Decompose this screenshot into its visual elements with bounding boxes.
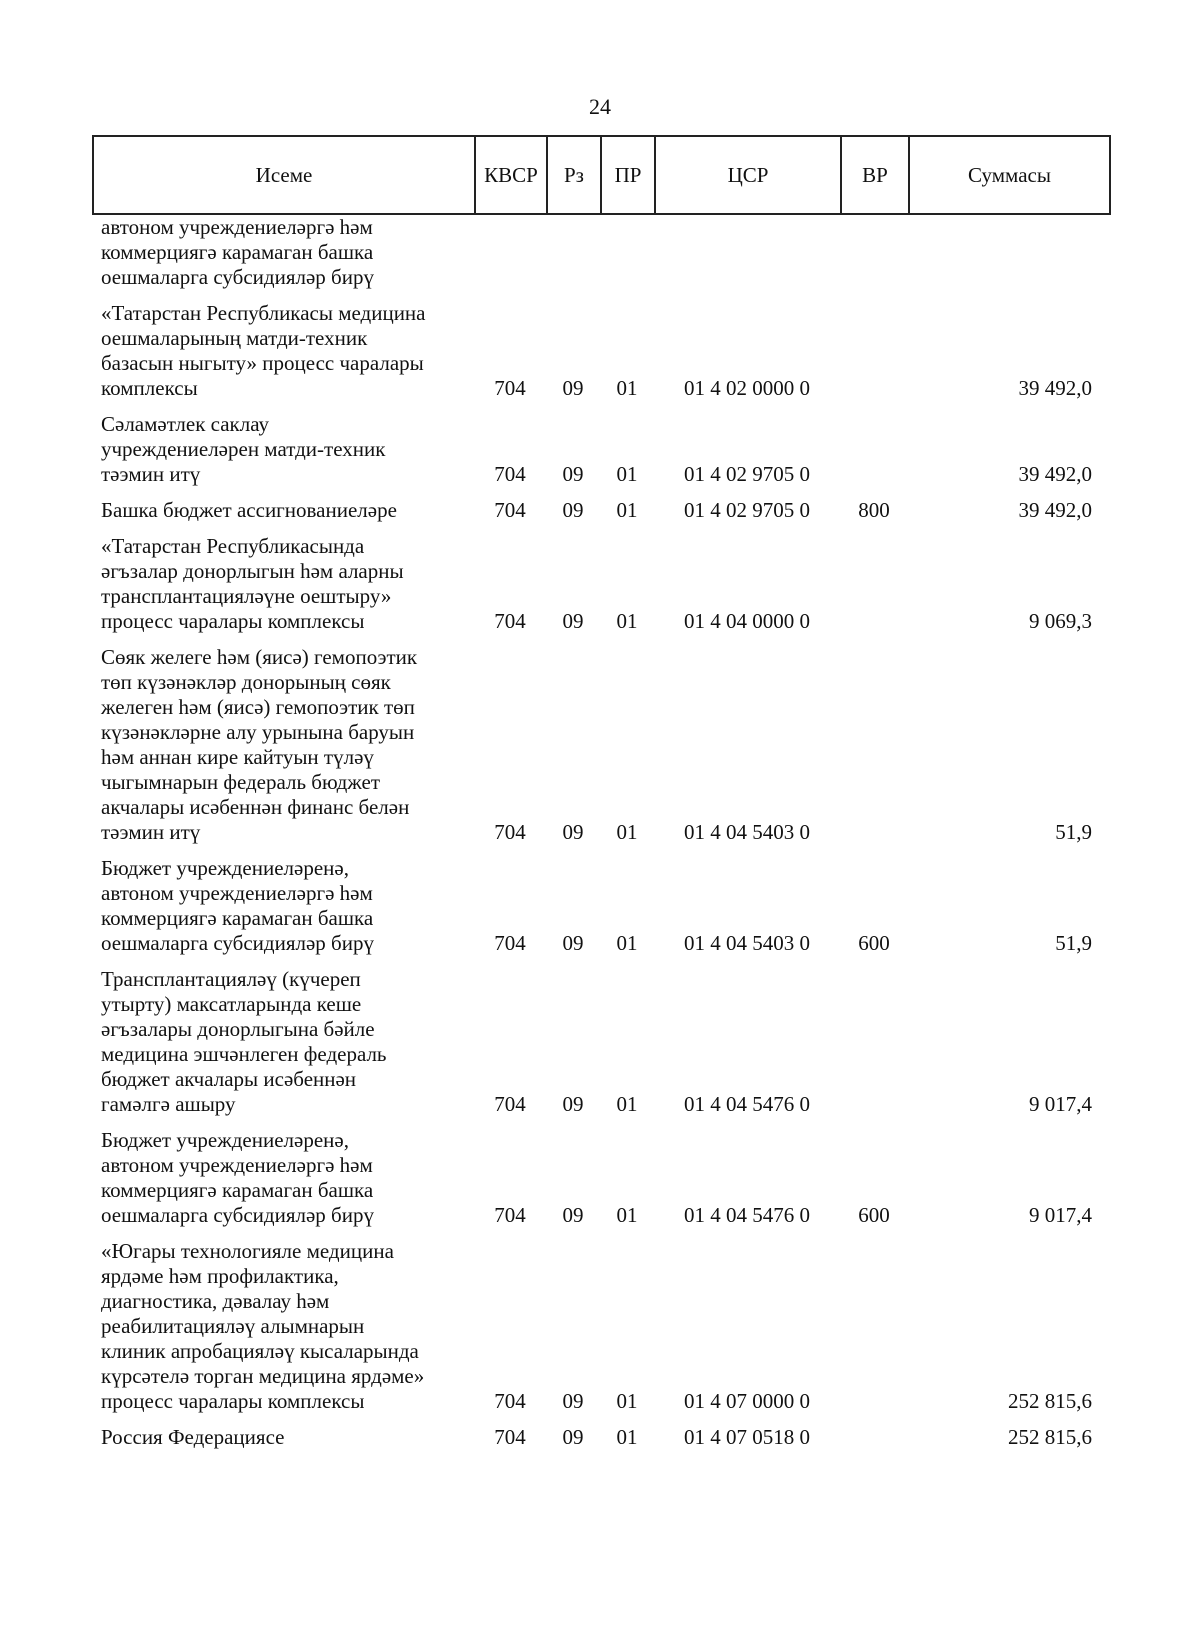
row-name-line: автоном учреждениеләргә һәм bbox=[101, 1153, 373, 1177]
row-name-line: клиник апробацияләү кысаларында bbox=[101, 1339, 419, 1363]
page-number: 24 bbox=[589, 94, 611, 119]
sum-cell: 252 815,6 bbox=[1008, 1425, 1092, 1449]
row-name-line: учреждениеләрен матди-техник bbox=[101, 437, 386, 461]
row-name-line: оешмаларга субсидияләр бирү bbox=[101, 1203, 374, 1227]
kvsr-cell: 704 bbox=[494, 376, 526, 400]
csr-cell: 01 4 04 5476 0 bbox=[684, 1092, 810, 1116]
row-name-line: желеген һәм (яисә) гемопоэтик төп bbox=[101, 695, 415, 719]
rz-cell: 09 bbox=[562, 931, 584, 955]
row-gap bbox=[92, 523, 1109, 534]
table-row bbox=[92, 412, 1109, 487]
pr-cell: 01 bbox=[616, 1389, 638, 1413]
row-gap bbox=[92, 290, 1109, 301]
pr-cell: 01 bbox=[616, 462, 638, 486]
row-name-line: Башка бюджет ассигнованиеләре bbox=[101, 498, 397, 522]
row-gap bbox=[92, 1117, 1109, 1128]
rz-cell: 09 bbox=[562, 1389, 584, 1413]
sum-cell: 39 492,0 bbox=[1018, 498, 1092, 522]
row-name bbox=[101, 856, 467, 956]
row-name-line: утырту) максатларында кеше bbox=[101, 992, 362, 1016]
kvsr-cell: 704 bbox=[494, 1389, 526, 1413]
pr-cell: 01 bbox=[616, 1203, 638, 1227]
row-name-line: төп күзәнәкләр донорының сөяк bbox=[101, 670, 391, 694]
pr-cell: 01 bbox=[616, 376, 638, 400]
csr-cell: 01 4 07 0000 0 bbox=[684, 1389, 810, 1413]
row-name-line: базасын ныгыту» процесс чаралары bbox=[101, 351, 424, 375]
kvsr-cell: 704 bbox=[494, 498, 526, 522]
row-gap bbox=[92, 1228, 1109, 1239]
csr-cell: 01 4 04 0000 0 bbox=[684, 609, 810, 633]
pr-cell: 01 bbox=[616, 820, 638, 844]
header-csr: ЦСР bbox=[655, 136, 841, 214]
rz-cell: 09 bbox=[562, 1425, 584, 1449]
row-name bbox=[101, 498, 467, 523]
sum-cell: 9 069,3 bbox=[1029, 609, 1092, 633]
row-name-line: Сәламәтлек саклау bbox=[101, 412, 269, 436]
row-gap bbox=[92, 487, 1109, 498]
vr-cell: 800 bbox=[858, 498, 890, 522]
kvsr-cell: 704 bbox=[494, 1092, 526, 1116]
rz-cell: 09 bbox=[562, 609, 584, 633]
row-gap bbox=[92, 634, 1109, 645]
row-name bbox=[101, 534, 467, 634]
row-name-line: акчалары исәбеннән финанс белән bbox=[101, 795, 410, 819]
table-header bbox=[92, 135, 1111, 215]
row-name bbox=[101, 301, 467, 401]
header-pr: ПР bbox=[601, 136, 655, 214]
table-row bbox=[92, 645, 1109, 845]
table-row bbox=[92, 1128, 1109, 1228]
row-name-line: әгъзалары донорлыгына бәйле bbox=[101, 1017, 375, 1041]
table-row bbox=[92, 215, 1109, 290]
header-vr: ВР bbox=[841, 136, 909, 214]
row-name-line: комплексы bbox=[101, 376, 198, 400]
row-name-line: күрсәтелә торган медицина ярдәме» bbox=[101, 1364, 425, 1388]
row-name-line: реабилитацияләү алымнарын bbox=[101, 1314, 365, 1338]
row-name-line: гамәлгә ашыру bbox=[101, 1092, 236, 1116]
row-name-line: медицина эшчәнлеген федераль bbox=[101, 1042, 387, 1066]
row-name-line: процесс чаралары комплексы bbox=[101, 1389, 365, 1413]
row-name-line: оешмаларга субсидияләр бирү bbox=[101, 265, 374, 289]
row-name-line: процесс чаралары комплексы bbox=[101, 609, 365, 633]
sum-cell: 51,9 bbox=[1055, 820, 1092, 844]
table-row bbox=[92, 1425, 1109, 1450]
header-kvsr: КВСР bbox=[475, 136, 547, 214]
pr-cell: 01 bbox=[616, 609, 638, 633]
csr-cell: 01 4 02 9705 0 bbox=[684, 462, 810, 486]
header-sum: Суммасы bbox=[909, 136, 1110, 214]
vr-cell: 600 bbox=[858, 931, 890, 955]
row-name-line: «Югары технологияле медицина bbox=[101, 1239, 394, 1263]
row-name-line: оешмаларының матди-техник bbox=[101, 326, 368, 350]
row-name-line: тәэмин итү bbox=[101, 820, 201, 844]
kvsr-cell: 704 bbox=[494, 609, 526, 633]
csr-cell: 01 4 04 5403 0 bbox=[684, 931, 810, 955]
row-name-line: коммерциягә карамаган башка bbox=[101, 1178, 374, 1202]
table-row bbox=[92, 498, 1109, 523]
kvsr-cell: 704 bbox=[494, 820, 526, 844]
table-row bbox=[92, 967, 1109, 1117]
row-name-line: ярдәме һәм профилактика, bbox=[101, 1264, 339, 1288]
header-name: Исеме bbox=[93, 136, 475, 214]
row-name bbox=[101, 1239, 467, 1414]
csr-cell: 01 4 02 9705 0 bbox=[684, 498, 810, 522]
row-name bbox=[101, 412, 467, 487]
row-name-line: Трансплантацияләү (күчереп bbox=[101, 967, 361, 991]
pr-cell: 01 bbox=[616, 1092, 638, 1116]
row-name-line: күзәнәкләрне алу урынына баруын bbox=[101, 720, 415, 744]
row-name bbox=[101, 967, 467, 1117]
row-gap bbox=[92, 401, 1109, 412]
sum-cell: 9 017,4 bbox=[1029, 1203, 1092, 1227]
rz-cell: 09 bbox=[562, 376, 584, 400]
rz-cell: 09 bbox=[562, 1092, 584, 1116]
table-row bbox=[92, 301, 1109, 401]
kvsr-cell: 704 bbox=[494, 462, 526, 486]
row-name-line: бюджет акчалары исәбеннән bbox=[101, 1067, 357, 1091]
row-name-line: автоном учреждениеләргә һәм bbox=[101, 881, 373, 905]
table-row bbox=[92, 1239, 1109, 1414]
row-name-line: трансплантацияләүне оештыру» bbox=[101, 584, 392, 608]
sum-cell: 51,9 bbox=[1055, 931, 1092, 955]
row-name bbox=[101, 1425, 467, 1450]
row-name-line: оешмаларга субсидияләр бирү bbox=[101, 931, 374, 955]
row-gap bbox=[92, 1414, 1109, 1425]
header-rz: Рз bbox=[547, 136, 601, 214]
row-name bbox=[101, 645, 467, 845]
row-name-line: һәм аннан кире кайтуын түләү bbox=[101, 745, 374, 769]
row-name bbox=[101, 215, 467, 290]
sum-cell: 252 815,6 bbox=[1008, 1389, 1092, 1413]
kvsr-cell: 704 bbox=[494, 1203, 526, 1227]
row-name-line: коммерциягә карамаган башка bbox=[101, 906, 374, 930]
csr-cell: 01 4 07 0518 0 bbox=[684, 1425, 810, 1449]
table-row bbox=[92, 534, 1109, 634]
pr-cell: 01 bbox=[616, 931, 638, 955]
table-body bbox=[92, 215, 1109, 1450]
kvsr-cell: 704 bbox=[494, 931, 526, 955]
row-name-line: Сөяк желеге һәм (яисә) гемопоэтик bbox=[101, 645, 418, 669]
row-gap bbox=[92, 956, 1109, 967]
row-name-line: «Татарстан Республикасында bbox=[101, 534, 365, 558]
csr-cell: 01 4 04 5476 0 bbox=[684, 1203, 810, 1227]
row-name-line: диагностика, дәвалау һәм bbox=[101, 1289, 330, 1313]
kvsr-cell: 704 bbox=[494, 1425, 526, 1449]
sum-cell: 39 492,0 bbox=[1018, 462, 1092, 486]
row-name-line: коммерциягә карамаган башка bbox=[101, 240, 374, 264]
sum-cell: 39 492,0 bbox=[1018, 376, 1092, 400]
row-name bbox=[101, 1128, 467, 1228]
row-name-line: автоном учреждениеләргә һәм bbox=[101, 215, 373, 239]
sum-cell: 9 017,4 bbox=[1029, 1092, 1092, 1116]
row-name-line: әгъзалар донорлыгын һәм аларны bbox=[101, 559, 404, 583]
rz-cell: 09 bbox=[562, 1203, 584, 1227]
row-gap bbox=[92, 845, 1109, 856]
vr-cell: 600 bbox=[858, 1203, 890, 1227]
csr-cell: 01 4 02 0000 0 bbox=[684, 376, 810, 400]
table-row bbox=[92, 856, 1109, 956]
rz-cell: 09 bbox=[562, 498, 584, 522]
pr-cell: 01 bbox=[616, 498, 638, 522]
pr-cell: 01 bbox=[616, 1425, 638, 1449]
rz-cell: 09 bbox=[562, 820, 584, 844]
row-name-line: Бюджет учреждениеләренә, bbox=[101, 856, 349, 880]
csr-cell: 01 4 04 5403 0 bbox=[684, 820, 810, 844]
row-name-line: Бюджет учреждениеләренә, bbox=[101, 1128, 349, 1152]
rz-cell: 09 bbox=[562, 462, 584, 486]
row-name-line: Россия Федерациясе bbox=[101, 1425, 285, 1449]
row-name-line: чыгымнарын федераль бюджет bbox=[101, 770, 381, 794]
row-name-line: тәэмин итү bbox=[101, 462, 201, 486]
row-name-line: «Татарстан Республикасы медицина bbox=[101, 301, 426, 325]
